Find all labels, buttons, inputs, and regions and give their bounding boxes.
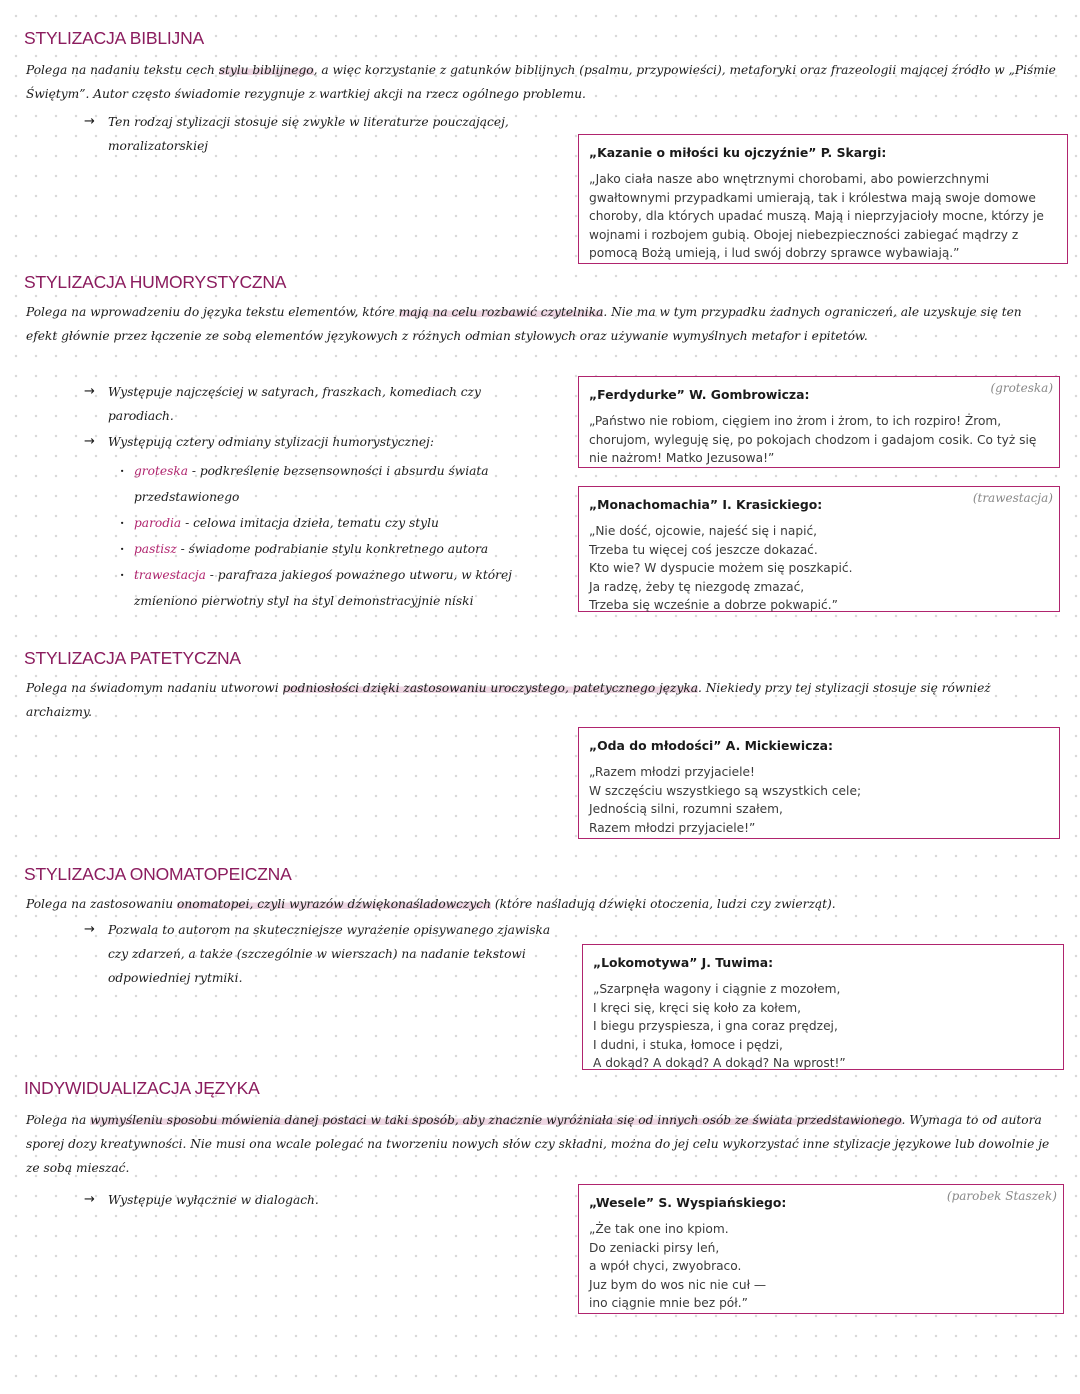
highlight-text: onomatopei, czyli wyrazów dźwiękonaśladowczych (177, 897, 491, 911)
list-item (118, 562, 564, 614)
quote-line: Razem młodzi przyjaciele!” (589, 820, 756, 835)
quote-line: A dokąd? A dokąd? A dokąd? Na wprost!” (593, 1056, 846, 1071)
highlight-text: podniosłości dzięki zastosowaniu uroczystego, patetycznego języka (282, 681, 698, 695)
quote-line: „Szarpnęła wagony i ciągnie z mozołem, (593, 982, 841, 996)
quote-box-lokomotywa (582, 944, 1064, 1070)
quote-text (589, 1220, 1053, 1313)
paragraph-text: Polega na wprowadzeniu do języka tekstu elementów, które (26, 305, 399, 319)
term-parodia: parodia (134, 516, 182, 530)
arrow-icon: → (84, 114, 95, 129)
arrow-icon: → (84, 922, 95, 937)
paragraph-text: . Niekiedy przy tej stylizacji stosuje się również archaizmy. (26, 681, 991, 719)
quote-line: I dudni, i stuka, łomoce i pędzi, (593, 1037, 783, 1052)
quote-line: Kto wie? W dyspucie możem się poszkapić. (589, 561, 853, 576)
heading-indywidualizacja: INDYWIDUALIZACJA JĘZYKA (24, 1078, 260, 1098)
quote-text (589, 763, 1049, 837)
quote-text: „Jako ciała nasze abo wnętrznymi chorobami, abo powierzchnymi gwałtownymi przypadkami umierają, tak i królestwa mają swoje domowe choroby, dla których upadać muszą. Mają i nieprzyjacioły mocne, którzy je wojnami i rozbojem gubią. Obojej niebezpieczności zabiegać mądrzy z pomocą Bożą umieją, i lud swój dobrzy sprawce wybawiają.” (589, 172, 1044, 261)
arrow-icon: → (84, 384, 95, 399)
note-biblijna: Ten rodzaj stylizacji stosuje się zwykle w literaturze pouczającej, moralizatorskiej (108, 115, 509, 153)
paragraph-biblijna (26, 58, 1056, 106)
quote-box-ferdydurke (578, 376, 1060, 468)
quote-line: „Razem młodzi przyjaciele! (589, 765, 755, 779)
quote-box-skarga (578, 134, 1068, 264)
quote-line: Jednością silni, rozumni szałem, (589, 802, 783, 817)
arrow-icon: → (84, 1192, 95, 1207)
quote-line: W szczęściu wszystkiego są wszystkich cele; (589, 783, 862, 798)
quote-line: Trzeba się wcześnie a dobrze pokwapić.” (589, 598, 838, 613)
term-desc: - świadome podrabianie stylu konkretnego autora (176, 542, 489, 556)
quote-tag: (parobek Staszek) (946, 1189, 1057, 1203)
term-groteska: groteska (134, 464, 188, 478)
heading-onomatopeiczna: STYLIZACJA ONOMATOPEICZNA (24, 864, 292, 884)
quote-tag: (trawestacja) (972, 491, 1053, 505)
quote-box-monachomachia (578, 486, 1060, 612)
quote-line: I biegu przyspiesza, i gna coraz prędzej, (593, 1019, 838, 1034)
term-desc: - podkreślenie bezsensowności i absurdu świata przedstawionego (134, 464, 489, 504)
heading-humorystyczna: STYLIZACJA HUMORYSTYCZNA (24, 272, 287, 292)
paragraph-text: Polega na nadaniu tekstu cech (26, 63, 219, 77)
note-onomatopeiczna: Pozwala to autorom na skuteczniejsze wyrażenie opisywanego zjawiska czy zdarzeń, a także (szczególnie w wierszach) na nadanie tekstowi odpowiedniej rytmiki. (108, 923, 551, 985)
quote-line: „Że tak one ino kpiom. (589, 1222, 729, 1236)
term-pastisz: pastisz (134, 542, 177, 556)
paragraph-text: Polega na zastosowaniu (26, 897, 178, 911)
quote-line: a wpół chyci, zwyobraco. (589, 1259, 742, 1274)
paragraph-onomatopeiczna (26, 892, 1056, 916)
quote-line: „Nie dość, ojcowie, najeść się i napić, (589, 524, 818, 538)
list-item (118, 510, 564, 536)
quote-title: „Kazanie o miłości ku ojczyźnie” P. Skargi: (589, 145, 887, 160)
paragraph-text: Polega na świadomym nadaniu utworowi (26, 681, 283, 695)
paragraph-text: . Wymaga to od autora sporej dozy kreatywności. Nie musi ona wcale polegać na tworzeniu nowych słów czy składni, można do jej celu wykorzystać inne stylizacje językowe lub dowolnie je ze sobą mieszać. (26, 1113, 1050, 1175)
quote-title: „Oda do młodości” A. Mickiewicza: (589, 738, 833, 753)
term-trawestacja: trawestacja (134, 568, 206, 582)
heading-biblijna: STYLIZACJA BIBLIJNA (24, 28, 205, 48)
note-indywidualizacja: Występuje wyłącznie w dialogach. (108, 1193, 319, 1207)
quote-title: „Monachomachia” I. Krasickiego: (589, 497, 823, 512)
quote-line: Trzeba tu więcej coś jeszcze dokazać. (589, 542, 818, 557)
highlight-text: wymyśleniu sposobu mówienia danej postaci w taki sposób, aby znacznie wyróżniała się od innych osób ze świata przedstawionego (90, 1113, 902, 1127)
heading-patetyczna: STYLIZACJA PATETYCZNA (24, 648, 241, 668)
quote-line: ino ciągnie mnie bez pół.” (589, 1296, 748, 1311)
quote-title: „Lokomotywa” J. Tuwima: (593, 955, 774, 970)
quote-text (589, 522, 1049, 615)
odmiany-list (118, 458, 564, 614)
highlight-text: mają na celu rozbawić czytelnika (398, 305, 604, 319)
note-humorystyczna-2: Występują cztery odmiany stylizacji humorystycznej: (108, 435, 434, 449)
paragraph-patetyczna (26, 676, 1056, 724)
quote-text (593, 980, 1053, 1073)
quote-line: I kręci się, kręci się koło za kołem, (593, 1000, 802, 1015)
note-humorystyczna-1: Występuje najczęściej w satyrach, fraszkach, komediach czy parodiach. (108, 385, 481, 423)
paragraph-text: (które naśladują dźwięki otoczenia, ludzi czy zwierząt). (490, 897, 836, 911)
quote-box-wesele (578, 1184, 1064, 1314)
paragraph-humorystyczna (26, 300, 1056, 348)
quote-line: Juz bym do wos nic nie cuł — (589, 1277, 767, 1292)
list-item (118, 536, 564, 562)
quote-tag: (groteska) (990, 381, 1053, 395)
paragraph-text: , a więc korzystanie z gatunków biblijnych (psalmu, przypowieści), metaforyki oraz frazeologii mającej źródło w „Piśmie Świętym”. Autor często świadomie rezygnuje z wartkiej akcji na rzecz ogólnego problemu. (26, 63, 1056, 101)
paragraph-indywidualizacja (26, 1108, 1056, 1180)
list-item (118, 458, 564, 510)
highlight-text: stylu biblijnego (218, 63, 314, 77)
term-desc: - celowa imitacja dzieła, tematu czy stylu (181, 516, 439, 530)
paragraph-text: Polega na (26, 1113, 91, 1127)
quote-title: „Ferdydurke” W. Gombrowicza: (589, 387, 810, 402)
quote-box-oda (578, 727, 1060, 839)
paragraph-text: . Nie ma w tym przypadku żadnych ograniczeń, ale uzyskuje się ten efekt głównie przez łączenie ze sobą elementów językowych z różnych odmian stylowych oraz używanie wymyślnych metafor i epitetów. (26, 305, 1022, 343)
quote-line: Do zeniacki pirsy leń, (589, 1240, 720, 1255)
quote-text: „Państwo nie robiom, cięgiem ino żrom i żrom, to ich rozpiro! Żrom, chorujom, wyleguję się, po pokojach chodzom i gadajom cosik. Co tyż się nie nażrom! Matko Jezusowa!” (589, 414, 1037, 466)
quote-title: „Wesele” S. Wyspiańskiego: (589, 1195, 787, 1210)
arrow-icon: → (84, 434, 95, 449)
quote-line: Ja radzę, żeby tę niezgodę zmazać, (589, 579, 805, 594)
term-desc: - parafraza jakiegoś poważnego utworu, w której zmieniono pierwotny styl na styl demonstracyjnie niski (134, 568, 512, 608)
